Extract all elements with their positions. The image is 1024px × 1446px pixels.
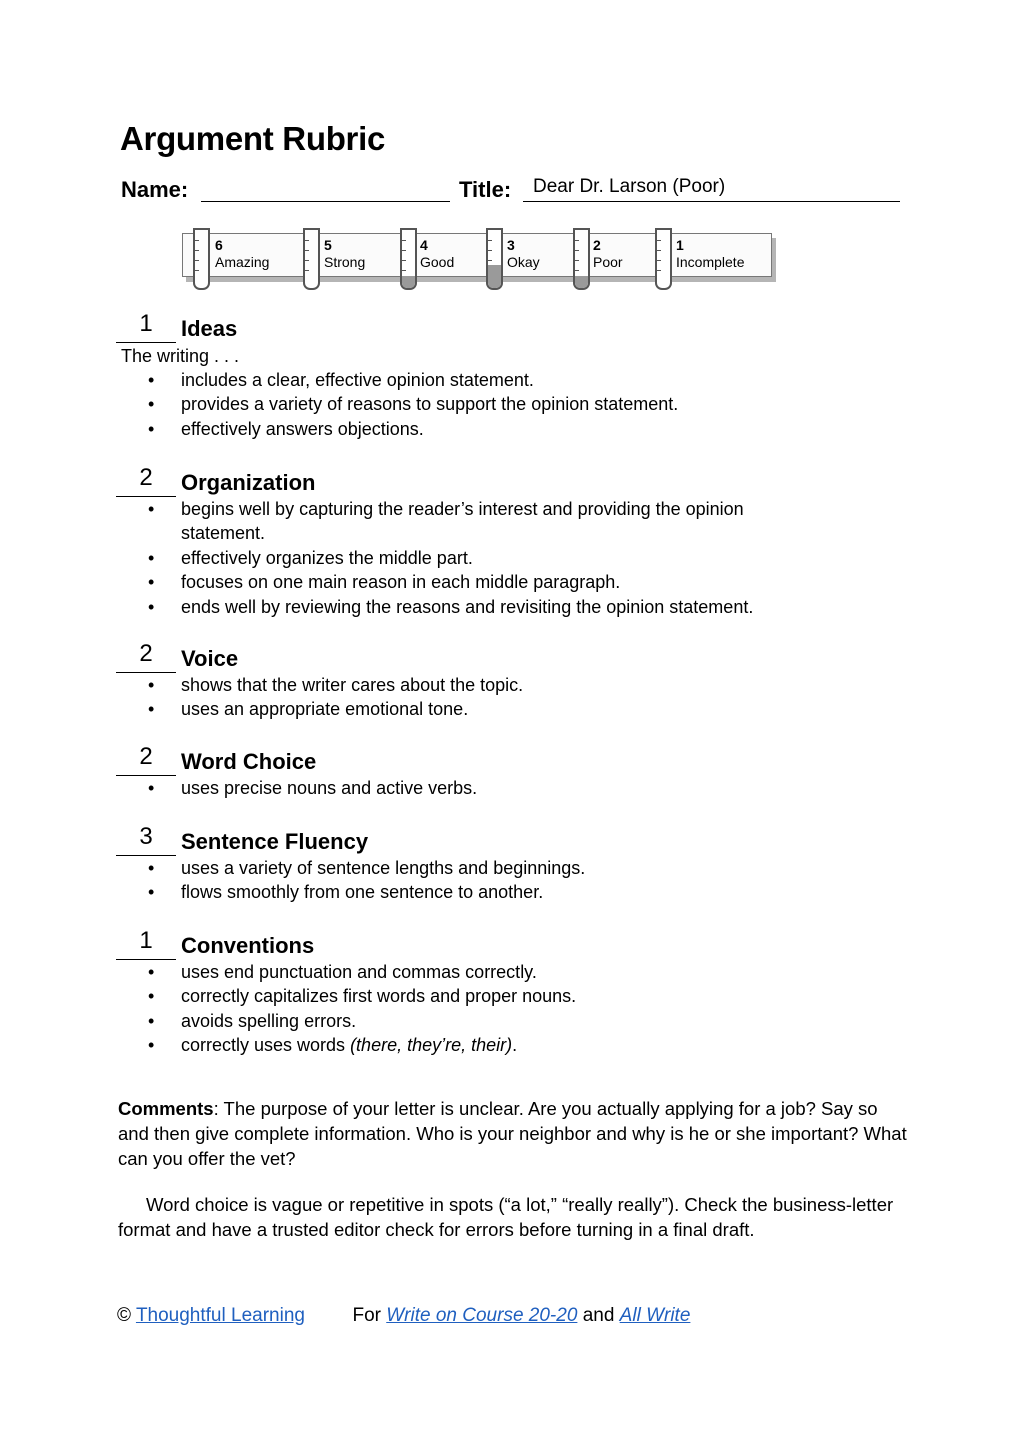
- title-label: Title:: [459, 177, 512, 202]
- list-item: • correctly uses words (there, they’re, their).: [0, 1033, 800, 1057]
- score-conventions[interactable]: 1: [139, 927, 153, 954]
- name-field-line[interactable]: [201, 201, 450, 202]
- thoughtful-learning-link[interactable]: Thoughtful Learning: [135, 1305, 305, 1326]
- for-text: For: [352, 1305, 381, 1326]
- criteria-list: [0, 856, 800, 905]
- list-item: • focuses on one main reason in each middle paragraph.: [0, 570, 830, 594]
- list-item: • uses precise nouns and active verbs.: [0, 776, 800, 800]
- list-item: • uses an appropriate emotional tone.: [0, 697, 800, 721]
- score-ideas[interactable]: 1: [139, 310, 153, 337]
- scale-tube-5: [303, 228, 320, 290]
- rating-scale: [182, 233, 772, 277]
- list-item: • begins well by capturing the reader’s interest and providing the opinion statement.: [0, 497, 830, 546]
- comments-block: [118, 1096, 908, 1171]
- section-heading: Conventions: [181, 933, 315, 958]
- scale-tube-3: [486, 228, 503, 290]
- list-item: • ends well by reviewing the reasons and revisiting the opinion statement.: [0, 595, 830, 619]
- list-item: • correctly capitalizes first words and proper nouns.: [0, 984, 800, 1008]
- score-word-choice[interactable]: 2: [139, 743, 153, 770]
- list-item: • avoids spelling errors.: [0, 1009, 800, 1033]
- comments-label: Comments: [118, 1098, 214, 1119]
- name-label: Name:: [121, 177, 189, 202]
- list-item: • includes a clear, effective opinion statement.: [0, 368, 800, 392]
- score-voice[interactable]: 2: [139, 640, 153, 667]
- score-line: [116, 342, 176, 343]
- section-heading: Sentence Fluency: [181, 829, 369, 854]
- scale-tube-1: [655, 228, 672, 290]
- criteria-list: [0, 497, 830, 619]
- list-item: • uses a variety of sentence lengths and beginnings.: [0, 856, 800, 880]
- scale-label-4: 4 Good: [420, 237, 455, 270]
- scale-label-2: 2 Poor: [593, 237, 623, 270]
- scale-tube-6: [193, 228, 210, 290]
- scale-label-1: 1 Incomplete: [676, 237, 745, 270]
- criteria-list: [0, 673, 800, 722]
- scale-label-6: 6 Amazing: [215, 237, 270, 270]
- criteria-list: [0, 776, 800, 800]
- section-heading: Word Choice: [181, 749, 317, 774]
- section-heading: Voice: [181, 646, 239, 671]
- list-item: • effectively answers objections.: [0, 417, 800, 441]
- list-item: • uses end punctuation and commas correctly.: [0, 960, 800, 984]
- title-value: Dear Dr. Larson (Poor): [533, 176, 726, 197]
- copyright-symbol: ©: [117, 1305, 131, 1326]
- criteria-list: [0, 368, 800, 441]
- score-organization[interactable]: 2: [139, 464, 153, 491]
- list-item: • flows smoothly from one sentence to another.: [0, 880, 800, 904]
- page-title: Argument Rubric: [120, 120, 386, 157]
- comments-text: : The purpose of your letter is unclear. Are you actually applying for a job? Say so and then give complete information. Who is your neighbor and why is he or she important? What can you offer the vet?: [118, 1098, 907, 1169]
- list-item: • effectively organizes the middle part.: [0, 546, 830, 570]
- scale-tube-2: [573, 228, 590, 290]
- list-item: • provides a variety of reasons to support the opinion statement.: [0, 392, 800, 416]
- comments-paragraph-2: Word choice is vague or repetitive in spots (“a lot,” “really really”). Check the business-letter format and have a trusted editor check for errors before turning in a final draft.: [118, 1194, 894, 1240]
- section-intro: The writing . . .: [121, 346, 240, 366]
- footer: [117, 1305, 690, 1327]
- section-heading: Ideas: [181, 316, 238, 341]
- criteria-list: [0, 960, 800, 1058]
- section-heading: Organization: [181, 470, 316, 495]
- scale-label-3: 3 Okay: [507, 237, 540, 270]
- scale-tube-4: [400, 228, 417, 290]
- scale-label-5: 5 Strong: [324, 237, 366, 270]
- list-item: • shows that the writer cares about the topic.: [0, 673, 800, 697]
- score-sentence-fluency[interactable]: 3: [139, 823, 153, 850]
- and-text: and: [582, 1305, 615, 1326]
- title-field-line[interactable]: [523, 201, 900, 202]
- write-on-course-link[interactable]: Write on Course 20-20: [386, 1305, 578, 1326]
- all-write-link[interactable]: All Write: [619, 1305, 691, 1326]
